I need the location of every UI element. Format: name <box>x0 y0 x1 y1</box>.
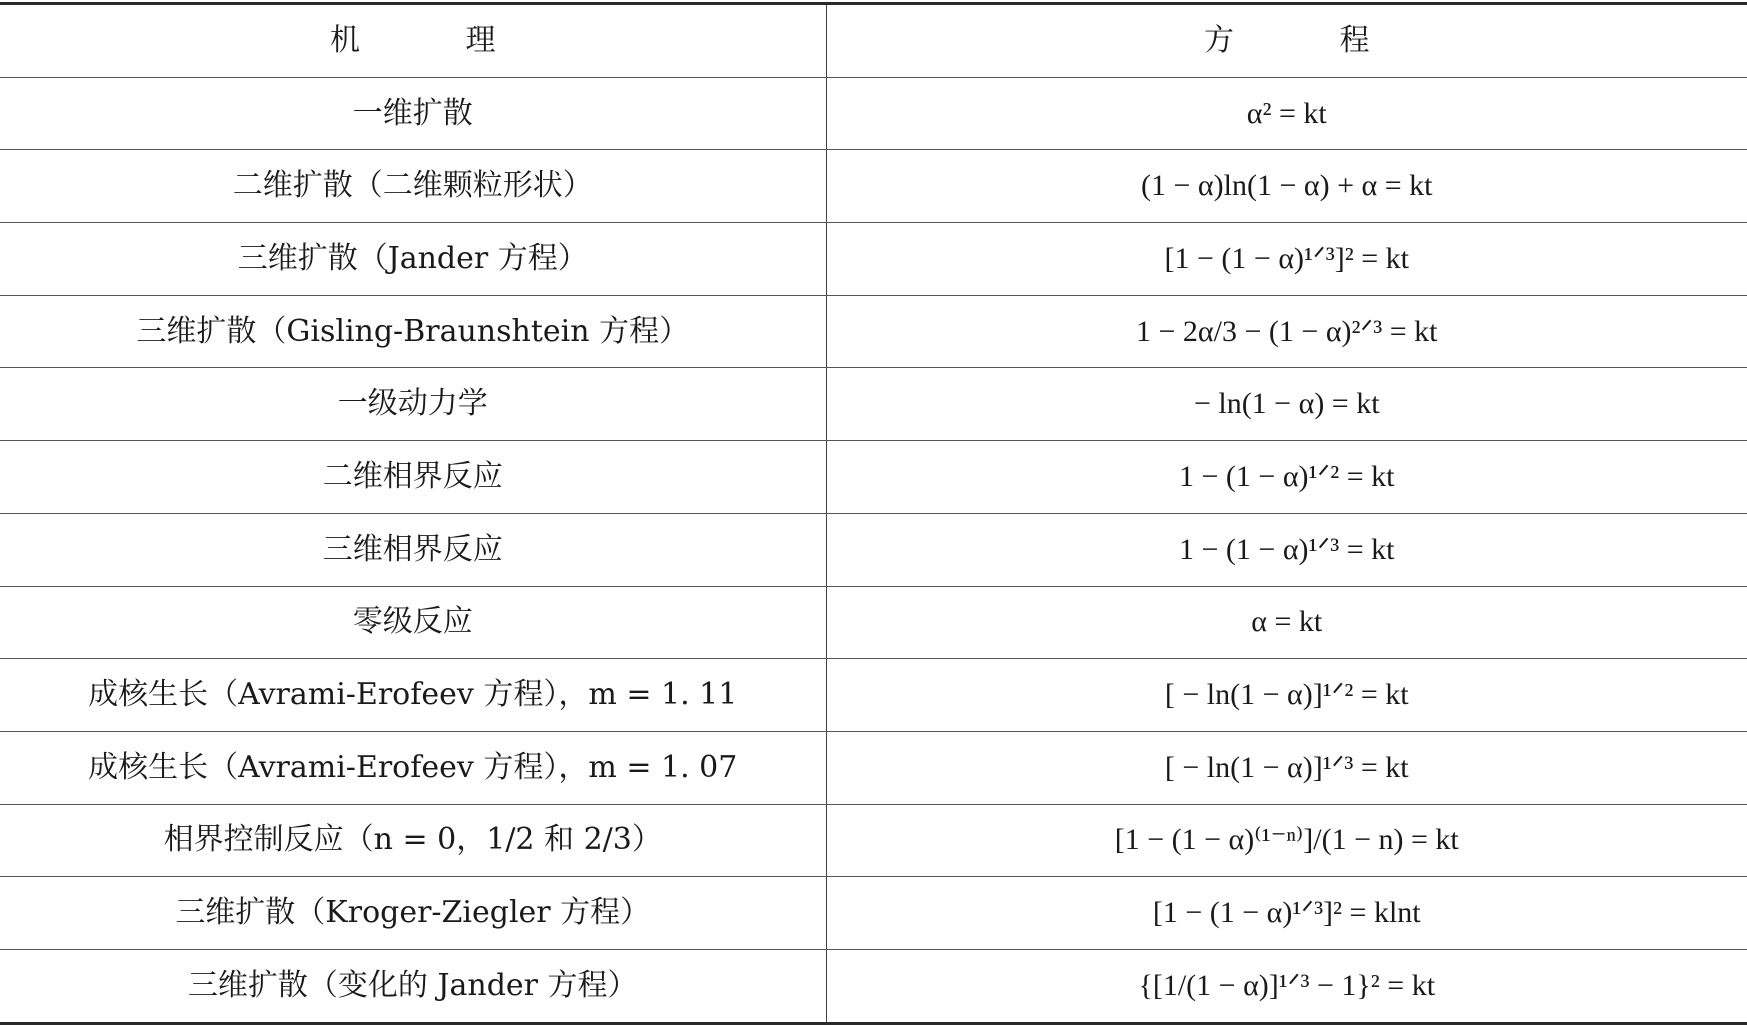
table-row <box>0 949 1747 1023</box>
equation-column-header: 方 程 <box>826 4 1747 78</box>
mechanism-column-header: 机 理 <box>0 4 826 78</box>
table-row <box>0 877 1747 950</box>
equation-cell: 1 − 2α/3 − (1 − α)²ᐟ³ = kt <box>826 295 1747 368</box>
table-row <box>0 77 1747 150</box>
table-row <box>0 586 1747 659</box>
equation-cell: α = kt <box>826 586 1747 659</box>
mechanism-cell: 三维扩散（Kroger-Ziegler 方程） <box>0 877 826 950</box>
table-row <box>0 513 1747 586</box>
equation-cell: α² = kt <box>826 77 1747 150</box>
mechanism-cell: 二维相界反应 <box>0 441 826 514</box>
mechanism-cell: 二维扩散（二维颗粒形状） <box>0 150 826 223</box>
equation-cell: [1 − (1 − α)¹ᐟ³]² = kt <box>826 223 1747 296</box>
mechanism-cell: 三维扩散（变化的 Jander 方程） <box>0 949 826 1023</box>
table-row <box>0 659 1747 732</box>
equation-cell: [ − ln(1 − α)]¹ᐟ² = kt <box>826 659 1747 732</box>
mechanism-cell: 成核生长（Avrami-Erofeev 方程），m = 1. 11 <box>0 659 826 732</box>
equation-cell: − ln(1 − α) = kt <box>826 368 1747 441</box>
equation-cell: [ − ln(1 − α)]¹ᐟ³ = kt <box>826 731 1747 804</box>
mechanism-cell: 一级动力学 <box>0 368 826 441</box>
mechanism-cell: 三维扩散（Jander 方程） <box>0 223 826 296</box>
table-row <box>0 223 1747 296</box>
mechanism-cell: 三维相界反应 <box>0 513 826 586</box>
kinetics-equations-table <box>0 2 1747 1025</box>
equation-cell: {[1/(1 − α)]¹ᐟ³ − 1}² = kt <box>1138 968 1436 1002</box>
table-row <box>0 441 1747 514</box>
table-row <box>0 295 1747 368</box>
mechanism-cell: 三维扩散（Gisling-Braunshtein 方程） <box>0 295 826 368</box>
mechanism-cell: 成核生长（Avrami-Erofeev 方程），m = 1. 07 <box>0 731 826 804</box>
table-row <box>0 804 1747 877</box>
table-row <box>0 150 1747 223</box>
table-row <box>0 731 1747 804</box>
table-row <box>0 368 1747 441</box>
mechanism-cell: 相界控制反应（n = 0，1/2 和 2/3） <box>0 804 826 877</box>
equation-cell: [1 − (1 − α)⁽¹⁻ⁿ⁾]/(1 − n) = kt <box>826 804 1747 877</box>
equation-cell: (1 − α)ln(1 − α) + α = kt <box>826 150 1747 223</box>
equation-cell: 1 − (1 − α)¹ᐟ² = kt <box>826 441 1747 514</box>
equation-cell: 1 − (1 − α)¹ᐟ³ = kt <box>826 513 1747 586</box>
header-row <box>0 4 1747 78</box>
mechanism-cell: 零级反应 <box>0 586 826 659</box>
mechanism-cell: 一维扩散 <box>0 77 826 150</box>
equation-cell: [1 − (1 − α)¹ᐟ³]² = klnt <box>826 877 1747 950</box>
